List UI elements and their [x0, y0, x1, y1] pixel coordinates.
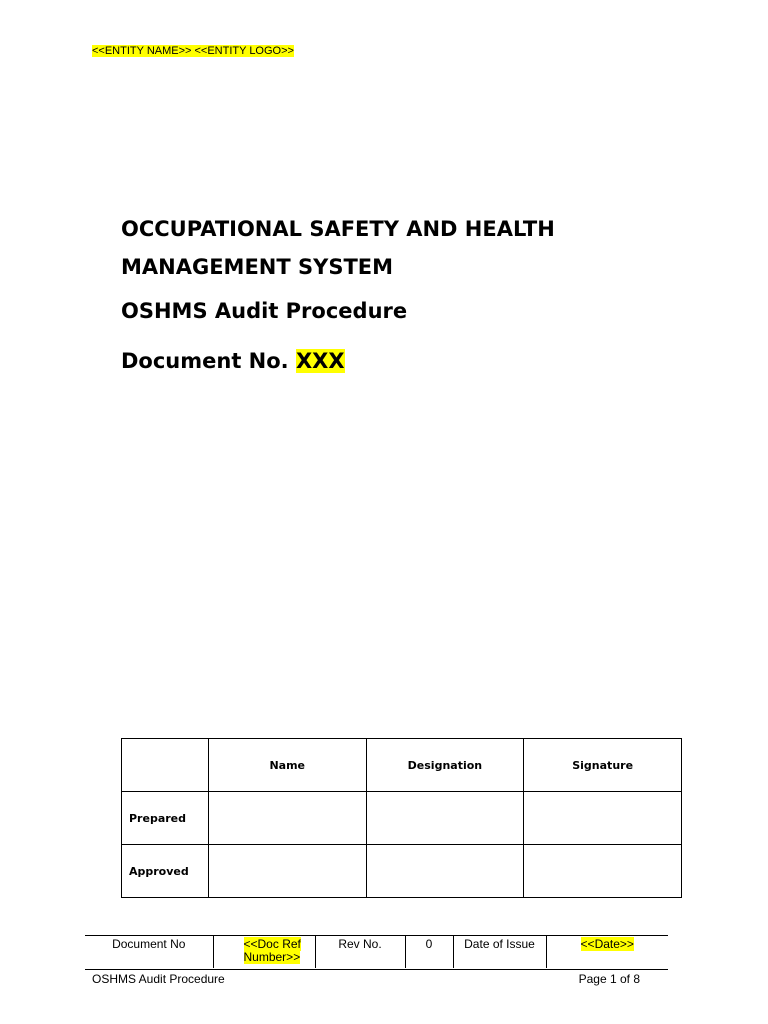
footer-date-cell [546, 936, 668, 968]
document-number [121, 346, 641, 376]
footer-date-value: <<Date>> [580, 937, 634, 951]
footer-doc-ref-cell [213, 936, 315, 968]
footer-bottom-rule [85, 969, 668, 970]
footer-page-info: Page 1 of 8 [578, 972, 640, 986]
row-label-approved: Approved [122, 845, 209, 898]
header-name: Name [208, 739, 366, 792]
footer-doc-ref-value: <<Doc Ref Number>> [243, 937, 301, 964]
approved-name-cell[interactable] [208, 845, 366, 898]
signoff-row-approved [122, 845, 682, 898]
footer-doc-no-label: Document No [85, 936, 213, 968]
footer-rev-label: Rev No. [315, 936, 405, 968]
document-number-label: Document No. [121, 349, 289, 373]
document-number-value: XXX [295, 349, 345, 373]
title-line-2: MANAGEMENT SYSTEM [121, 255, 394, 279]
signoff-row-prepared [122, 792, 682, 845]
footer-rev-value: 0 [405, 936, 453, 968]
signoff-table [121, 738, 682, 898]
row-label-prepared: Prepared [122, 792, 209, 845]
prepared-signature-cell[interactable] [524, 792, 682, 845]
footer-date-label: Date of Issue [453, 936, 546, 968]
footer-row [85, 936, 668, 968]
entity-name-logo-text: <<ENTITY NAME>> <<ENTITY LOGO>> [92, 45, 294, 57]
approved-designation-cell[interactable] [366, 845, 524, 898]
footer-table [85, 936, 668, 968]
footer-doc-title: OSHMS Audit Procedure [92, 972, 225, 986]
header-designation: Designation [366, 739, 524, 792]
document-subtitle: OSHMS Audit Procedure [121, 299, 408, 323]
header-signature: Signature [524, 739, 682, 792]
footer-bottom [92, 972, 640, 986]
prepared-name-cell[interactable] [208, 792, 366, 845]
document-title [121, 210, 641, 286]
title-block [121, 210, 641, 376]
signoff-corner-cell [122, 739, 209, 792]
approved-signature-cell[interactable] [524, 845, 682, 898]
prepared-designation-cell[interactable] [366, 792, 524, 845]
entity-placeholder [92, 44, 294, 59]
signoff-header-row [122, 739, 682, 792]
title-line-1: OCCUPATIONAL SAFETY AND HEALTH [121, 217, 555, 241]
